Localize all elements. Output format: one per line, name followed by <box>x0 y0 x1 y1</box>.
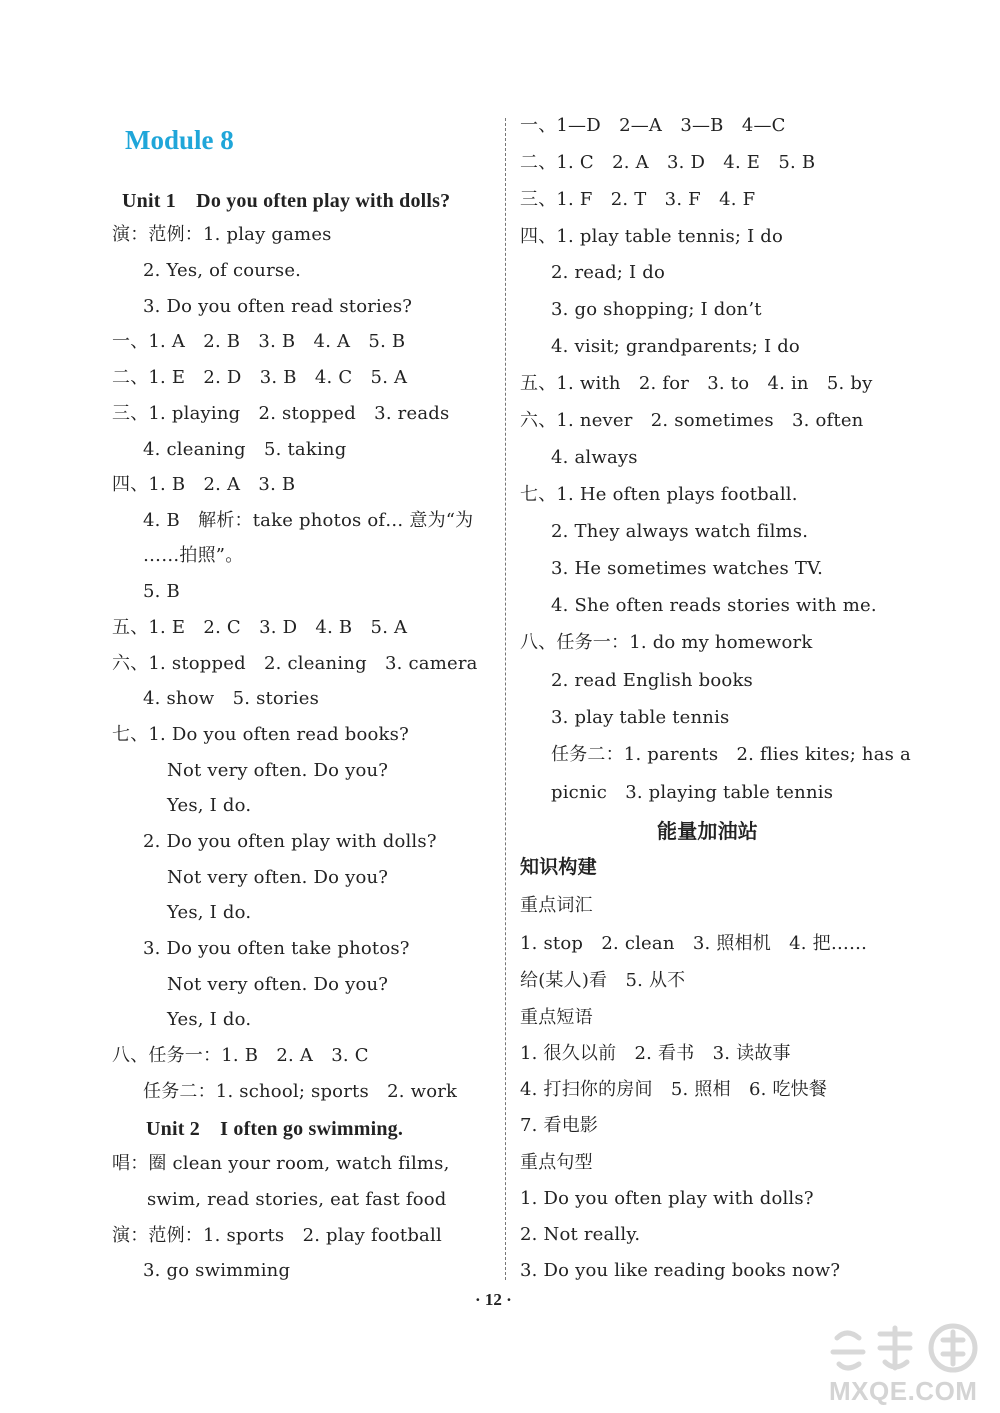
answer-line: 4. She often reads stories with me. <box>551 595 877 616</box>
answer-line: 4. always <box>551 447 638 468</box>
answer-line: 3. Do you often read stories? <box>143 296 413 317</box>
unit-heading: Unit 2 I often go swimming. <box>146 1118 404 1140</box>
answer-line: 1. stop 2. clean 3. 照相机 4. 把…… <box>520 933 868 954</box>
answer-line: 四、1. B 2. A 3. B <box>112 474 296 495</box>
answer-line: 六、1. stopped 2. cleaning 3. camera <box>112 653 478 674</box>
answer-line: 一、1. A 2. B 3. B 4. A 5. B <box>112 331 406 352</box>
answer-line: Not very often. Do you? <box>167 867 389 888</box>
watermark-emblem <box>825 1318 995 1378</box>
answer-line: 2. Yes, of course. <box>143 260 302 281</box>
answer-line: 七、1. Do you often read books? <box>112 724 409 745</box>
answer-line: 八、任务一：1. B 2. A 3. C <box>112 1045 369 1066</box>
answer-line: 二、1. E 2. D 3. B 4. C 5. A <box>112 367 408 388</box>
answer-line: 八、任务一：1. do my homework <box>520 632 813 653</box>
answer-line: swim, read stories, eat fast food <box>147 1189 447 1210</box>
answer-line: Not very often. Do you? <box>167 974 389 995</box>
answer-line: 三、1. playing 2. stopped 3. reads <box>112 403 450 424</box>
answer-line: 4. B 解析：take photos of… 意为“为 <box>143 510 474 531</box>
watermark-text: MXQE.COM <box>829 1376 978 1406</box>
answer-line: 五、1. E 2. C 3. D 4. B 5. A <box>112 617 408 638</box>
answer-line: Yes, I do. <box>167 902 252 923</box>
answer-line: 给(某人)看 5. 从不 <box>520 970 686 991</box>
answer-line: Not very often. Do you? <box>167 760 389 781</box>
answer-line: 2. They always watch films. <box>551 521 809 542</box>
answer-line: 7. 看电影 <box>520 1115 599 1136</box>
answer-line: 重点句型 <box>520 1152 593 1173</box>
answer-line: 3. Do you often take photos? <box>143 938 410 959</box>
column-divider <box>505 118 506 1280</box>
answer-line: 唱：圈 clean your room, watch films, <box>112 1153 450 1174</box>
answer-line: 2. read; I do <box>551 262 665 283</box>
answer-line: 4. cleaning 5. taking <box>143 439 347 460</box>
section-heading: 能量加油站 <box>657 819 758 843</box>
answer-line: Yes, I do. <box>167 795 252 816</box>
page-number: · 12 · <box>475 1290 512 1309</box>
answer-line: 重点短语 <box>520 1007 593 1028</box>
answer-line: 1. 很久以前 2. 看书 3. 读故事 <box>520 1043 791 1064</box>
answer-line: 四、1. play table tennis; I do <box>520 226 784 247</box>
unit-heading: Unit 1 Do you often play with dolls? <box>122 190 451 212</box>
module-title: Module 8 <box>125 125 234 155</box>
answer-line: 3. Do you like reading books now? <box>520 1260 841 1281</box>
answer-line: 七、1. He often plays football. <box>520 484 798 505</box>
answer-line: 二、1. C 2. A 3. D 4. E 5. B <box>520 152 816 173</box>
answer-line: 2. Do you often play with dolls? <box>143 831 437 852</box>
answer-line: 任务二：1. parents 2. flies kites; has a <box>551 744 911 765</box>
answer-line: 3. go swimming <box>143 1260 291 1281</box>
answer-line: 4. 打扫你的房间 5. 照相 6. 吃快餐 <box>520 1079 828 1100</box>
answer-line: 任务二：1. school; sports 2. work <box>143 1081 458 1102</box>
answer-line: 五、1. with 2. for 3. to 4. in 5. by <box>520 373 873 394</box>
answer-line: 5. B <box>143 581 180 602</box>
answer-line: 重点词汇 <box>520 895 593 916</box>
answer-line: 2. read English books <box>551 670 753 691</box>
answer-line: 六、1. never 2. sometimes 3. often <box>520 410 864 431</box>
answer-line: 三、1. F 2. T 3. F 4. F <box>520 189 756 210</box>
answer-line: 4. visit; grandparents; I do <box>551 336 800 357</box>
answer-line: 3. He sometimes watches TV. <box>551 558 824 579</box>
answer-line: 1. Do you often play with dolls? <box>520 1188 814 1209</box>
answer-line: 3. go shopping; I don’t <box>551 299 762 320</box>
answer-line: 演：范例：1. sports 2. play football <box>112 1225 442 1246</box>
answer-line: Yes, I do. <box>167 1009 252 1030</box>
answer-line: 一、1—D 2—A 3—B 4—C <box>520 115 786 136</box>
answer-line: picnic 3. playing table tennis <box>551 782 834 803</box>
answer-line: 2. Not really. <box>520 1224 641 1245</box>
section-heading: 知识构建 <box>520 856 597 878</box>
answer-line: ……拍照”。 <box>143 545 244 566</box>
answer-line: 3. play table tennis <box>551 707 730 728</box>
answer-line: 演：范例：1. play games <box>112 224 332 245</box>
watermark-logo <box>825 1318 995 1408</box>
answer-line: 4. show 5. stories <box>143 688 320 709</box>
